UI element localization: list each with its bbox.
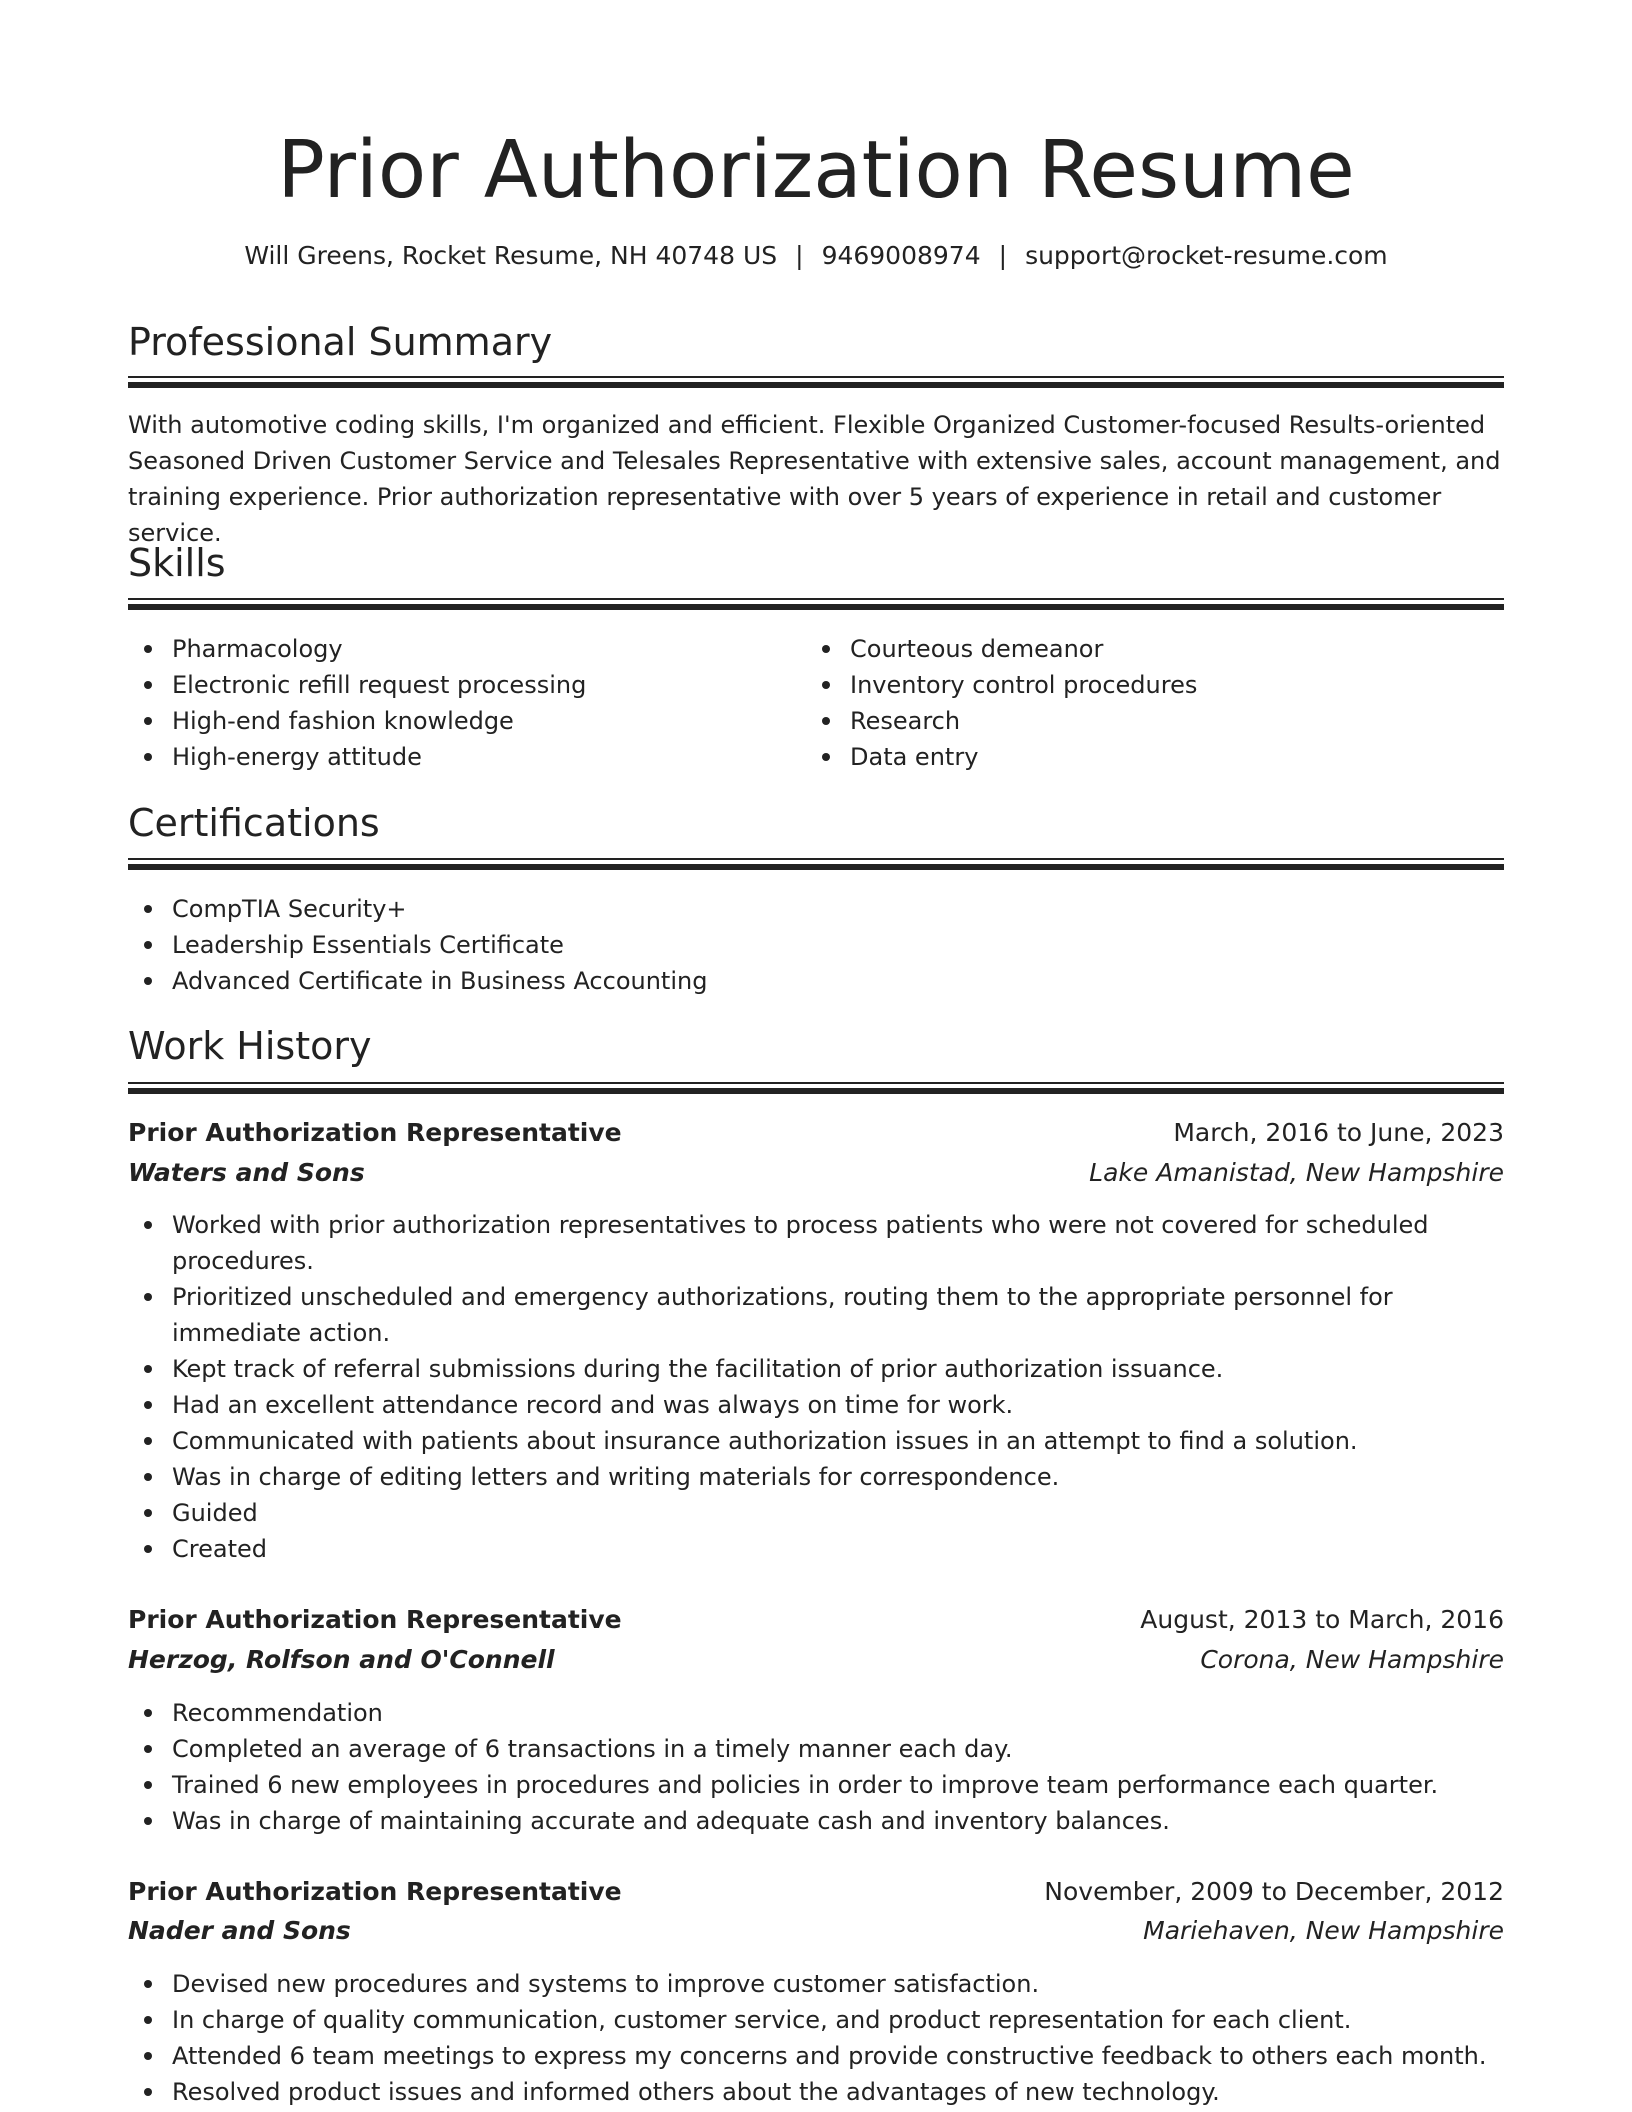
job-bullet: Guided — [128, 1495, 1504, 1531]
section-divider — [128, 598, 1504, 610]
skills-list-right — [806, 631, 1504, 775]
job-company: Herzog, Rolfson and O'Connell — [128, 1645, 555, 1674]
skills-list-left — [128, 631, 798, 775]
skills-heading: Skills — [128, 541, 226, 585]
summary-line: Seasoned Driven Customer Service and Telesales Representative with extensive sales, account management, and — [128, 447, 1501, 475]
job-bullet: Prioritized unscheduled and emergency authorizations, routing them to the appropriate personnel for immediate action. — [128, 1279, 1504, 1351]
job-bullet: Trained 6 new employees in procedures and policies in order to improve team performance each quarter. — [128, 1767, 1504, 1803]
skill-item: Research — [806, 703, 1504, 739]
job-bullet: Resolved product issues and informed others about the advantages of new technology. — [128, 2074, 1504, 2110]
summary-line: With automotive coding skills, I'm organized and efficient. Flexible Organized Customer-focused Results-oriented — [128, 411, 1486, 439]
skill-item: Data entry — [806, 739, 1504, 775]
job-bullet: Attended 6 team meetings to express my concerns and provide constructive feedback to others each month. — [128, 2038, 1504, 2074]
contact-separator: | — [998, 241, 1008, 270]
skill-item: High-end fashion knowledge — [128, 703, 798, 739]
certification-item: CompTIA Security+ — [128, 891, 1504, 927]
job-bullet: Created — [128, 1531, 1504, 1567]
skill-item: Inventory control procedures — [806, 667, 1504, 703]
skill-item: Pharmacology — [128, 631, 798, 667]
job-company: Waters and Sons — [128, 1158, 365, 1187]
job-dates: March, 2016 to June, 2023 — [1173, 1118, 1504, 1147]
contact-address: Will Greens, Rocket Resume, NH 40748 US — [244, 241, 778, 270]
job-company: Nader and Sons — [128, 1916, 351, 1945]
skill-item: High-energy attitude — [128, 739, 798, 775]
summary-text — [128, 407, 1504, 551]
contact-phone: 9469008974 — [821, 241, 981, 270]
certifications-list — [128, 891, 1504, 999]
job-location: Lake Amanistad, New Hampshire — [1089, 1158, 1504, 1187]
job-title: Prior Authorization Representative — [128, 1605, 622, 1634]
job-title: Prior Authorization Representative — [128, 1118, 622, 1147]
job-bullet: Worked with prior authorization representatives to process patients who were not covered for scheduled procedures. — [128, 1207, 1504, 1279]
contact-email: support@rocket-resume.com — [1025, 241, 1388, 270]
job-dates: August, 2013 to March, 2016 — [1140, 1605, 1504, 1634]
job-bullet: Was in charge of maintaining accurate and adequate cash and inventory balances. — [128, 1803, 1504, 1839]
certification-item: Leadership Essentials Certificate — [128, 927, 1504, 963]
resume-title: Prior Authorization Resume — [277, 124, 1355, 216]
job-bullet: Recommendation — [128, 1695, 1504, 1731]
certification-item: Advanced Certificate in Business Accounting — [128, 963, 1504, 999]
skill-item: Electronic refill request processing — [128, 667, 798, 703]
work-history-heading: Work History — [128, 1024, 372, 1068]
job-location: Corona, New Hampshire — [1200, 1645, 1504, 1674]
job-bullets — [128, 1966, 1504, 2110]
job-bullet: Communicated with patients about insurance authorization issues in an attempt to find a solution. — [128, 1423, 1504, 1459]
contact-line — [128, 238, 1504, 274]
job-bullets — [128, 1695, 1504, 1839]
job-bullet: Completed an average of 6 transactions in a timely manner each day. — [128, 1731, 1504, 1767]
job-bullets — [128, 1207, 1504, 1567]
section-divider — [128, 1082, 1504, 1094]
section-divider — [128, 858, 1504, 870]
contact-separator: | — [795, 241, 804, 270]
summary-heading: Professional Summary — [128, 320, 553, 364]
job-bullet: In charge of quality communication, customer service, and product representation for each client. — [128, 2002, 1504, 2038]
job-title: Prior Authorization Representative — [128, 1877, 622, 1906]
job-bullet: Was in charge of editing letters and writing materials for correspondence. — [128, 1459, 1504, 1495]
summary-line: training experience. Prior authorization representative with over 5 years of experience in retail and customer service. — [128, 483, 1442, 547]
skill-item: Courteous demeanor — [806, 631, 1504, 667]
job-dates: November, 2009 to December, 2012 — [1044, 1877, 1504, 1906]
section-divider — [128, 376, 1504, 388]
job-bullet: Devised new procedures and systems to improve customer satisfaction. — [128, 1966, 1504, 2002]
job-location: Mariehaven, New Hampshire — [1143, 1916, 1504, 1945]
job-bullet: Had an excellent attendance record and was always on time for work. — [128, 1387, 1504, 1423]
certifications-heading: Certifications — [128, 801, 380, 845]
job-bullet: Kept track of referral submissions during the facilitation of prior authorization issuance. — [128, 1351, 1504, 1387]
